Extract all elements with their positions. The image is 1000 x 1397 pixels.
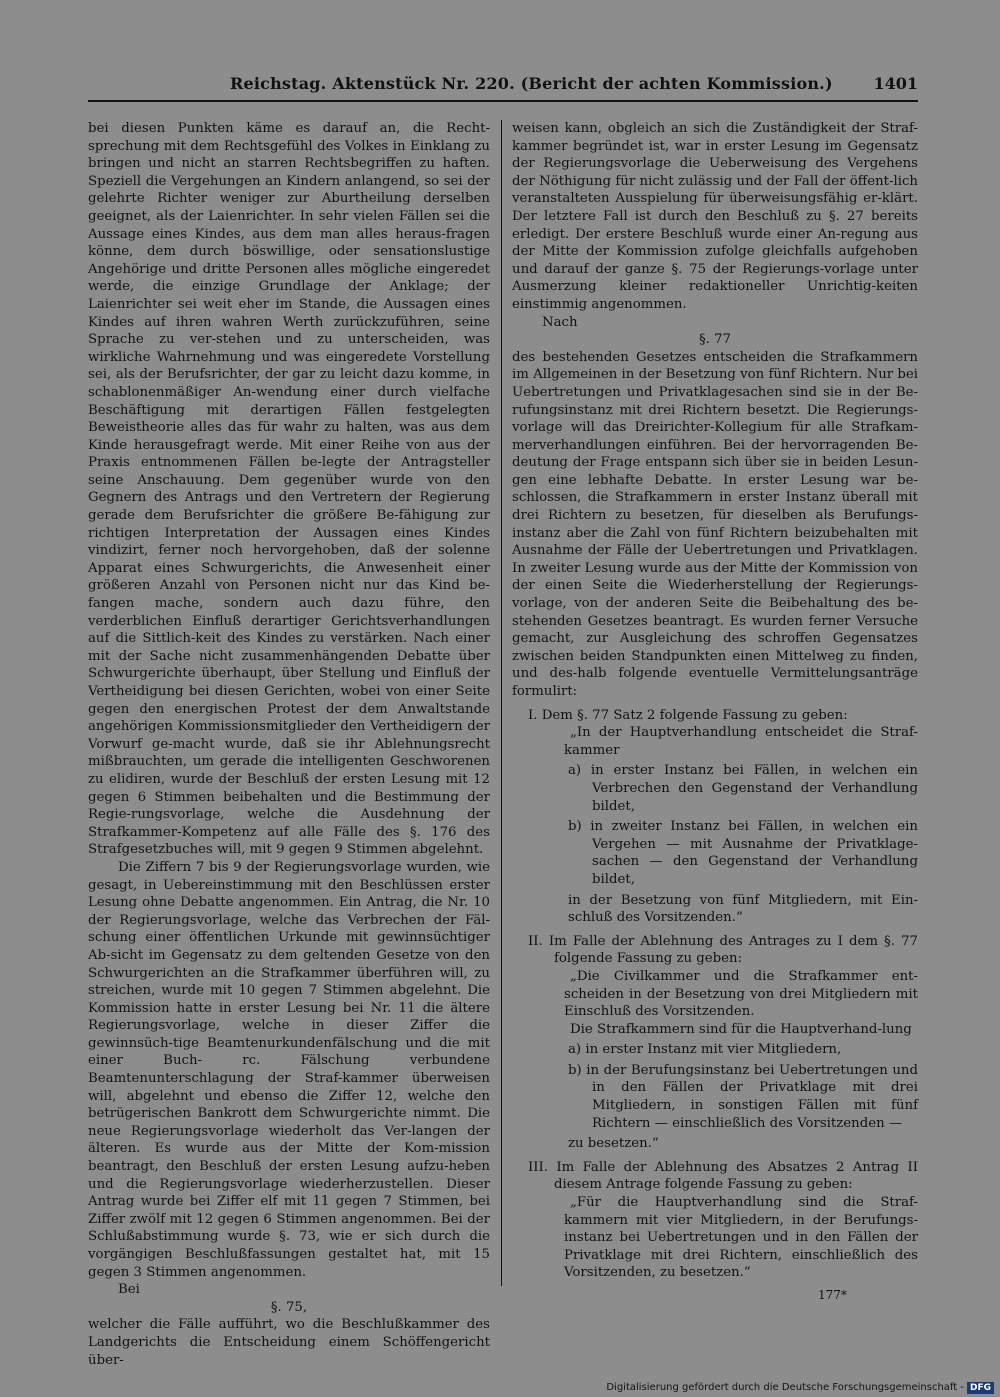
motion-item-1: I. Dem §. 77 Satz 2 folgende Fassung zu geben:: [528, 707, 848, 723]
quoted-text: in der Besetzung von fünf Mitgliedern, mit Ein-schluß des Vorsitzenden.“: [568, 892, 918, 926]
quoted-text: Die Strafkammern sind für die Hauptverhand-lung: [570, 1021, 912, 1037]
sub-item: a) in erster Instanz bei Fällen, in welchen ein Verbrechen den Gegenstand der Verhandlung bildet,: [568, 763, 918, 814]
left-column: [88, 120, 490, 1369]
sub-item: a) in erster Instanz mit vier Mitgliedern,: [568, 1042, 842, 1058]
sub-item: b) in zweiter Instanz bei Fällen, in welchen ein Vergehen — mit Ausnahme der Privatklage-sachen — den Gegenstand der Verhandlung bildet,: [568, 819, 918, 887]
paragraph: welcher die Fälle aufführt, wo die Beschlußkammer des Landgerichts die Entscheidung einem Schöffengericht über-: [88, 1317, 490, 1368]
paragraph: bei diesen Punkten käme es darauf an, die Recht-sprechung mit dem Rechtsgefühl des Volkes in Einklang zu bringen und nicht an starren Rechtsbegriffen zu haften. Speziell die Vergehungen an Kindern anlangend, so sei der gelehrte Richter weniger zur Aburtheilung derselben geeignet, als der Laienrichter. In sehr vielen Fällen sei die Aussage eines Kindes, aus dem man alles heraus-fragen könne, dem durch böswillige, oder sensationslustige Angehörige und dritte Personen alles mögliche eingeredet werde, die einzige Grundlage der Anklage; der Laienrichter sei weit eher im Stande, die Aussagen eines Kindes auf ihren wahren Werth zurückzuführen, seine Sprache zu ver-stehen und zu unterscheiden, was wirkliche Wahrnehmung und was eingeredete Vorstellung sei, als der Berufsrichter, der gar zu leicht dazu komme, in schablonenmäßiger An-wendung einer durch vielfache Beschäftigung mit derartigen Fällen festgelegten Beweistheorie alles das für wahr zu halten, was aus dem Kinde herausgefragt werde. Mit einer Reihe von aus der Praxis entnommenen Fällen be-legte der Antragsteller seine Anschauung. Dem gegenüber wurde von den Gegnern des Antrags und den Vertretern der Regierung gerade dem Berufsrichter die größere Be-fähigung zur richtigen Interpretation der Aussagen eines Kindes vindizirt, ferner noch hervorgehoben, daß der solenne Apparat eines Schwurgerichts, die Anwesenheit einer größeren Anzahl von Personen nicht nur das Kind be-fangen mache, sondern auch dazu führe, den verderblichen Einfluß derartiger Gerichtsverhandlungen auf die Sittlich-keit des Kindes zu verstärken. Nach einer mit der Sache nicht zusammenhängenden Debatte über Schwurgerichte überhaupt, über Stellung und Einfluß der Vertheidigung bei diesen Gerichten, wobei von einer Seite gegen den energischen Protest der dem Anwaltstande angehörigen Kommissionsmitglieder den Vertheidigern der Vorwurf ge-macht wurde, daß sie ihr Ablehnungsrecht mißbrauchten, um gerade die intelligenten Geschworenen zu elidiren, wurde der Beschluß der ersten Lesung mit 12 gegen 6 Stimmen beibehalten und die Bestimmung der Regie-rungsvorlage, welche die Ausdehnung der Strafkammer-Kompetenz auf alle Fälle des §. 176 des Strafgesetzbuches will, mit 9 gegen 9 Stimmen abgelehnt.: [88, 121, 490, 858]
quoted-text: zu besetzen.“: [568, 1136, 659, 1152]
section-heading: §. 75,: [270, 1299, 308, 1315]
motion-item-3: III. Im Falle der Ablehnung des Absatzes 2 Antrag II diesem Antrage folgende Fassung zu geben:: [528, 1159, 918, 1193]
right-column: [512, 120, 918, 1282]
funding-credit: Digitalisierung gefördert durch die Deutsche Forschungsgemeinschaft -: [606, 1382, 964, 1393]
paragraph: Die Ziffern 7 bis 9 der Regierungsvorlage wurden, wie gesagt, in Uebereinstimmung mit den Beschlüssen erster Lesung ohne Debatte angenommen. Ein Antrag, die Nr. 10 der Regierungsvorlage, welche das Verbrechen der Fäl-schung einer öffentlichen Urkunde mit gewinnsüchtiger Ab-sicht im Gegensatz zu dem geltenden Gesetze von den Schwurgerichten an die Strafkammer überführen will, zu streichen, wurde mit 10 gegen 7 Stimmen abgelehnt. Die Kommission hatte in erster Lesung bei Nr. 11 die ältere Regierungsvorlage, welche in dieser Ziffer die gewinnsüch-tige Beamtenurkundenfälschung und die mit einer Buch- rc. Fälschung verbundene Beamtenunterschlagung der Straf-kammer überweisen will, abgelehnt und ebenso die Ziffer 12, welche den betrügerischen Bankrott dem Schwurgerichte nimmt. Die neue Regierungsvorlage wiederholt das Ver-langen der älteren. Es wurde aus der Mitte der Kom-mission beantragt, den Beschluß der ersten Lesung aufzu-heben und die Regierungsvorlage wiederherzustellen. Dieser Antrag wurde bei Ziffer elf mit 11 gegen 7 Stimmen, bei Ziffer zwölf mit 12 gegen 6 Stimmen angenommen. Bei der Schlußabstimmung wurde §. 73, wie er sich durch die vorgängigen Beschlußfassungen gestaltet hat, mit 15 gegen 3 Stimmen angenommen.: [88, 859, 490, 1280]
motion-item-2: II. Im Falle der Ablehnung des Antrages zu I dem §. 77 folgende Fassung zu geben:: [528, 933, 918, 967]
footer: [0, 1380, 1000, 1397]
running-title: Reichstag. Aktenstück Nr. 220. (Bericht der achten Kommission.): [230, 74, 833, 93]
signature-mark: 177*: [818, 1288, 847, 1302]
column-divider: [501, 120, 502, 1286]
page-header: [88, 68, 918, 102]
paragraph: weisen kann, obgleich an sich die Zuständigkeit der Straf-kammer begründet ist, war in erster Lesung im Gegensatz der Regierungsvorlage die Ueberweisung des Vergehens der Nöthigung für nicht zulässig und der Fall der öffent-lich veranstalteten Ausspielung für überweisungsfähig er-klärt. Der letztere Fall ist durch den Beschluß zu §. 27 bereits erledigt. Der erstere Beschluß wurde einer An-regung aus der Mitte der Kommission zufolge gleichfalls aufgehoben und darauf der ganze §. 75 der Regierungs-vorlage unter Ausmerzung kleiner redaktioneller Unrichtig-keiten einstimmig angenommen.: [512, 121, 918, 312]
page-number: 1401: [873, 74, 918, 93]
quoted-text: „Für die Hauptverhandlung sind die Straf-kammern mit vier Mitgliedern, in der Berufungs-instanz bei Uebertretungen und in den Fällen der Privatklage mit drei Richtern, einschließlich des Vorsitzenden, zu besetzen.“: [564, 1195, 918, 1281]
quoted-text: „Die Civilkammer und die Strafkammer ent-scheiden in der Besetzung von drei Mitgliedern mit Einschluß des Vorsitzenden.: [564, 968, 918, 1020]
paragraph: Nach: [542, 314, 578, 330]
dfg-logo: DFG: [967, 1382, 994, 1394]
sub-item: b) in der Berufungsinstanz bei Uebertretungen und in den Fällen der Privatklage mit drei Mitgliedern, in sonstigen Fällen mit fünf Richtern — einschließlich des Vorsitzenden —: [568, 1062, 918, 1131]
quoted-text: „In der Hauptverhandlung entscheidet die Straf-kammer: [564, 725, 918, 758]
paragraph: des bestehenden Gesetzes entscheiden die Strafkammern im Allgemeinen in der Besetzung von fünf Richtern. Nur bei Uebertretungen und Privatklagesachen sind sie in der Be-rufungsinstanz mit drei Richtern besetzt. Die Regierungs-vorlage will das Dreirichter-Kollegium für alle Strafkam-merverhandlungen einführen. Bei der hervorragenden Be-deutung der Frage entspann sich über sie in beiden Lesun-gen eine lebhafte Debatte. In erster Lesung war be-schlossen, die Strafkammern in erster Instanz überall mit drei Richtern zu besetzen, für dieselben als Berufungs-instanz aber die Zahl von fünf Richtern beizubehalten mit Ausnahme der Fälle der Uebertretungen und Privatklagen. In zweiter Lesung wurde aus der Mitte der Kommission von der einen Seite die Wiederherstellung der Regierungs-vorlage, von der anderen Seite die Beibehaltung des be-stehenden Gesetzes beantragt. Es wurden ferner Versuche gemacht, zur Ausgleichung des schroffen Gegensatzes zwischen beiden Standpunkten einen Mittelweg zu finden, und des-halb folgende eventuelle Vermittelungsanträge formulirt:: [512, 349, 918, 699]
section-heading: §. 77: [698, 332, 732, 348]
paragraph: Bei: [118, 1282, 140, 1298]
